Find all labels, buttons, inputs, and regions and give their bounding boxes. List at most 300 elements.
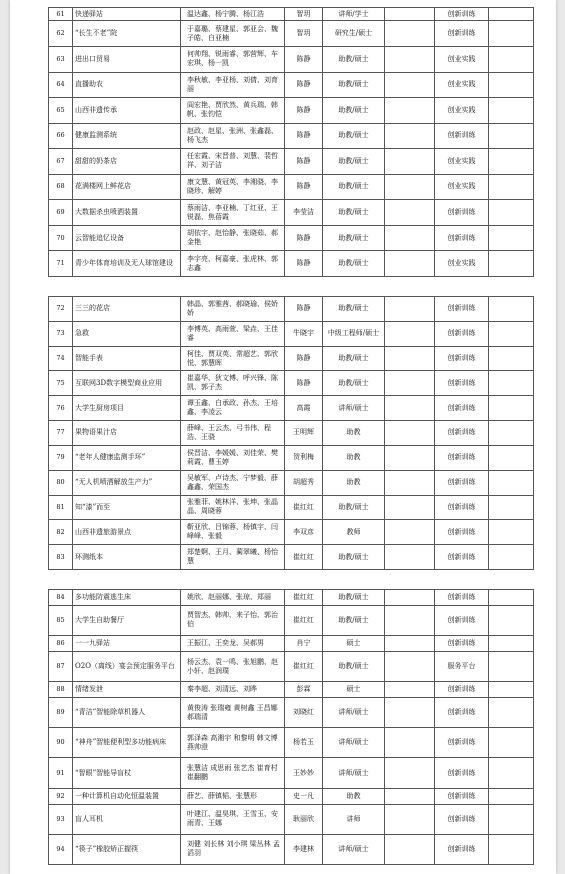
cell-advisor: 史一凡 <box>285 788 323 804</box>
cell-no: 75 <box>49 371 73 396</box>
cell-members: 于嘉璐、蔡建星、郭亚会、魏子皓、白亚楠 <box>181 21 285 47</box>
cell-name: 大学生厨房项目 <box>73 396 181 421</box>
cell-name: 三三的花店 <box>73 297 181 322</box>
cell-type: 创新训练 <box>435 788 489 804</box>
cell-advisor: 牛晓宇 <box>285 321 323 346</box>
cell-name: 山西非遗旅游景点 <box>73 520 181 545</box>
cell-advisor: 陈静 <box>285 297 323 322</box>
cell-name: 云智能追忆设备 <box>73 225 181 251</box>
cell-no: 90 <box>49 728 73 758</box>
cell-name: 急救 <box>73 321 181 346</box>
table-row <box>49 200 534 226</box>
cell-advisor: 崔红红 <box>285 651 323 681</box>
cell-members: 杨云杰、袁一鸣、张旭鹏、赵小轩、赵润璞 <box>181 651 285 681</box>
cell-advisor: 刘晓红 <box>285 698 323 728</box>
cell-members: 薛艺、薛镇韬、张慧形 <box>181 788 285 804</box>
cell-blank <box>385 98 435 124</box>
cell-name: 果物语果汁店 <box>73 421 181 446</box>
cell-advisor: 陈静 <box>285 72 323 98</box>
cell-advisor: 陈静 <box>285 225 323 251</box>
cell-blank <box>385 445 435 470</box>
cell-blank <box>385 321 435 346</box>
cell-extra <box>489 346 534 371</box>
cell-no: 93 <box>49 804 73 834</box>
cell-blank <box>385 21 435 47</box>
cell-title: 助教/硕士 <box>323 346 385 371</box>
cell-title: 助教/硕士 <box>323 251 385 277</box>
cell-blank <box>385 174 435 200</box>
cell-blank <box>385 698 435 728</box>
cell-extra <box>489 520 534 545</box>
cell-extra <box>489 804 534 834</box>
cell-name: 盲人耳机 <box>73 804 181 834</box>
cell-blank <box>385 834 435 864</box>
cell-title: 助教/硕士 <box>323 72 385 98</box>
cell-extra <box>489 200 534 226</box>
cell-title: 助教/硕士 <box>323 371 385 396</box>
cell-blank <box>385 297 435 322</box>
cell-members: 任宏霞、宋晋普、刘慧、裴哲祥、刘子洁 <box>181 149 285 175</box>
cell-name: 快递驿站 <box>73 8 181 21</box>
table-row <box>49 520 534 545</box>
cell-extra <box>489 545 534 570</box>
table-row <box>49 346 534 371</box>
table-row <box>49 682 534 698</box>
table-row <box>49 46 534 72</box>
cell-title: 讲师/硕士 <box>323 834 385 864</box>
cell-extra <box>489 698 534 728</box>
cell-type: 创新训练 <box>435 421 489 446</box>
cell-blank <box>385 804 435 834</box>
cell-extra <box>489 174 534 200</box>
cell-members: 韩晶、郭雅茜、郝晓瑜、侯娇娇 <box>181 297 285 322</box>
cell-blank <box>385 470 435 495</box>
cell-type: 服务平台 <box>435 651 489 681</box>
cell-advisor: 王明辉 <box>285 421 323 446</box>
cell-advisor: 崔红红 <box>285 545 323 570</box>
cell-name: 智能手表 <box>73 346 181 371</box>
cell-type: 创新训练 <box>435 728 489 758</box>
cell-no: 79 <box>49 445 73 470</box>
cell-advisor: 陈静 <box>285 371 323 396</box>
cell-no: 61 <box>49 8 73 21</box>
cell-title: 助教/硕士 <box>323 149 385 175</box>
cell-no: 71 <box>49 251 73 277</box>
cell-blank <box>385 225 435 251</box>
cell-title: 助教/硕士 <box>323 174 385 200</box>
table-row <box>49 123 534 149</box>
cell-type: 创新训练 <box>435 396 489 421</box>
cell-advisor: 高霞 <box>285 396 323 421</box>
cell-no: 76 <box>49 396 73 421</box>
cell-name: “老年人健康监测手环” <box>73 445 181 470</box>
cell-type: 创新训练 <box>435 758 489 788</box>
cell-name: 进出口贸易 <box>73 46 181 72</box>
cell-blank <box>385 651 435 681</box>
table-row <box>49 445 534 470</box>
table-body <box>49 8 534 277</box>
cell-no: 73 <box>49 321 73 346</box>
cell-name: 环测纸本 <box>73 545 181 570</box>
cell-title: 助教/硕士 <box>323 545 385 570</box>
cell-blank <box>385 200 435 226</box>
cell-members: 赵政、赵星、张洲、张鑫磊、杨飞杰 <box>181 123 285 149</box>
cell-title: 讲师/硕士 <box>323 758 385 788</box>
cell-extra <box>489 728 534 758</box>
cell-name: 互联网3D数字模型商业应用 <box>73 371 181 396</box>
cell-type: 创业实践 <box>435 72 489 98</box>
cell-blank <box>385 149 435 175</box>
cell-title: 助教/硕士 <box>323 98 385 124</box>
cell-title: 中级工程师/硕士 <box>323 321 385 346</box>
table-row <box>49 98 534 124</box>
cell-extra <box>489 149 534 175</box>
cell-no: 64 <box>49 72 73 98</box>
cell-blank <box>385 46 435 72</box>
cell-advisor: 贺利梅 <box>285 445 323 470</box>
cell-title: 教师 <box>323 520 385 545</box>
cell-no: 63 <box>49 46 73 72</box>
cell-advisor: 陈静 <box>285 346 323 371</box>
cell-members: 刘健 刘长林 刘小琪 梁丛林 孟滔羽 <box>181 834 285 864</box>
cell-members: 秦李超、刘清远、刘晔 <box>181 682 285 698</box>
cell-type: 创新训练 <box>435 495 489 520</box>
cell-extra <box>489 123 534 149</box>
cell-extra <box>489 758 534 788</box>
cell-type: 创新训练 <box>435 200 489 226</box>
table-row <box>49 590 534 606</box>
cell-no: 83 <box>49 545 73 570</box>
cell-advisor: 陈静 <box>285 251 323 277</box>
cell-extra <box>489 225 534 251</box>
cell-type: 创新训练 <box>435 21 489 47</box>
table-row <box>49 396 534 421</box>
cell-extra <box>489 98 534 124</box>
cell-extra <box>489 8 534 21</box>
table-row <box>49 605 534 635</box>
cell-type: 创新训练 <box>435 445 489 470</box>
cell-blank <box>385 728 435 758</box>
cell-type: 创新训练 <box>435 636 489 652</box>
cell-no: 74 <box>49 346 73 371</box>
cell-no: 86 <box>49 636 73 652</box>
cell-members: 郑楚婀、王月、蔺翠曦、杨怡慧 <box>181 545 285 570</box>
cell-members: 张雅菲、姚林洋、张坤、张晶晶、周晓蓉 <box>181 495 285 520</box>
cell-members: 郭泽森 高湘宇 和黎明 韩文博 燕帅澄 <box>181 728 285 758</box>
cell-advisor: 陈静 <box>285 174 323 200</box>
cell-name: O2O（离线）宴会预定服务平台 <box>73 651 181 681</box>
cell-name: 多功能防震逃生床 <box>73 590 181 606</box>
table-row <box>49 804 534 834</box>
cell-blank <box>385 520 435 545</box>
cell-type: 创新训练 <box>435 321 489 346</box>
cell-no: 68 <box>49 174 73 200</box>
cell-extra <box>489 445 534 470</box>
cell-title: 讲师/硕士 <box>323 396 385 421</box>
cell-blank <box>385 545 435 570</box>
cell-no: 87 <box>49 651 73 681</box>
cell-blank <box>385 758 435 788</box>
cell-members: 王振江、王奕龙、吴郝男 <box>181 636 285 652</box>
cell-blank <box>385 495 435 520</box>
cell-type: 创新训练 <box>435 545 489 570</box>
cell-members: 叶建江、温昊琪、王雪玉、安雨青、王娜 <box>181 804 285 834</box>
cell-title: 助教 <box>323 445 385 470</box>
cell-type: 创业实践 <box>435 251 489 277</box>
cell-advisor: 肖宁 <box>285 636 323 652</box>
cell-members: 侯晋洁、李媛媛、刘佳荣、樊莉霞、曹玉婷 <box>181 445 285 470</box>
cell-advisor: 杨若玉 <box>285 728 323 758</box>
cell-no: 94 <box>49 834 73 864</box>
cell-members: 胡依宇、赵怡静、张晓茹、郝金艳 <box>181 225 285 251</box>
cell-extra <box>489 495 534 520</box>
table-row <box>49 545 534 570</box>
cell-members: 康文慧、黄冠英、李湘骁、李晓珍、解婷 <box>181 174 285 200</box>
cell-extra <box>489 651 534 681</box>
cell-extra <box>489 636 534 652</box>
cell-members: 李宇亮、柯嘉豪、张虎林、郭志鑫 <box>181 251 285 277</box>
cell-title: 讲师/学士 <box>323 8 385 21</box>
cell-extra <box>489 72 534 98</box>
cell-no: 77 <box>49 421 73 446</box>
cell-advisor: 耿丽欣 <box>285 804 323 834</box>
cell-type: 创新训练 <box>435 123 489 149</box>
table-row <box>49 21 534 47</box>
cell-extra <box>489 396 534 421</box>
cell-members: 阎宏艳、贾欣然、黄兵瑞、韩帆、张钧恺 <box>181 98 285 124</box>
cell-type: 创新训练 <box>435 834 489 864</box>
cell-type: 创新训练 <box>435 520 489 545</box>
cell-no: 67 <box>49 149 73 175</box>
cell-extra <box>489 421 534 446</box>
cell-advisor: 崔红红 <box>285 590 323 606</box>
table-body <box>49 297 534 570</box>
cell-extra <box>489 371 534 396</box>
cell-name: 甜甜的奶茶店 <box>73 149 181 175</box>
cell-name: 山西非遗传承 <box>73 98 181 124</box>
cell-members: 贾智杰、韩帅、来子怡、郭治伯 <box>181 605 285 635</box>
table-row <box>49 225 534 251</box>
cell-title: 硕士 <box>323 682 385 698</box>
cell-blank <box>385 123 435 149</box>
cell-members: 谭玉鑫、白承政、孙杰、王培鑫、李凌云 <box>181 396 285 421</box>
cell-type: 创新训练 <box>435 682 489 698</box>
cell-title: 助教 <box>323 421 385 446</box>
table-row <box>49 470 534 495</box>
cell-name: 青少年体育培训及无人球馆建设 <box>73 251 181 277</box>
cell-type: 创新训练 <box>435 590 489 606</box>
cell-members: 何帅翔、锐雨睿、郭营辉、车宏琪、杨一凯 <box>181 46 285 72</box>
cell-type: 创新训练 <box>435 605 489 635</box>
cell-blank <box>385 371 435 396</box>
cell-name: 大数据杀虫喷洒装置 <box>73 200 181 226</box>
table-row <box>49 371 534 396</box>
cell-no: 81 <box>49 495 73 520</box>
cell-extra <box>489 590 534 606</box>
table-row <box>49 149 534 175</box>
cell-members: 李博英、高雨萱、梁垚、王佳睿 <box>181 321 285 346</box>
cell-advisor: 李莹洁 <box>285 200 323 226</box>
cell-advisor: 李双彦 <box>285 520 323 545</box>
cell-type: 创新训练 <box>435 698 489 728</box>
table-row <box>49 72 534 98</box>
cell-no: 89 <box>49 698 73 728</box>
cell-type: 创新训练 <box>435 8 489 21</box>
cell-blank <box>385 788 435 804</box>
cell-title: 助教/硕士 <box>323 590 385 606</box>
cell-advisor: 崔红红 <box>285 605 323 635</box>
cell-title: 研究生/硕士 <box>323 21 385 47</box>
cell-title: 助教/硕士 <box>323 651 385 681</box>
cell-members: 靳亚欣、吕锦蓉、杨镇宇、闫峰峰、张毅 <box>181 520 285 545</box>
cell-type: 创业实践 <box>435 149 489 175</box>
document-page <box>10 0 556 874</box>
cell-name: “青洁”智能除草机器人 <box>73 698 181 728</box>
cell-advisor: 王妙妙 <box>285 758 323 788</box>
cell-no: 65 <box>49 98 73 124</box>
cell-blank <box>385 346 435 371</box>
cell-name: 花满楼网上鲜花店 <box>73 174 181 200</box>
cell-name: “筷子”橡胶矫正握筷 <box>73 834 181 864</box>
cell-type: 创业实践 <box>435 174 489 200</box>
table-row <box>49 297 534 322</box>
cell-advisor: 彭霖 <box>285 682 323 698</box>
cell-blank <box>385 682 435 698</box>
cell-members: 崔嘉华、狄文博、呼兴锋、陈凯、郭子杰 <box>181 371 285 396</box>
cell-extra <box>489 788 534 804</box>
cell-name: 一一九驿站 <box>73 636 181 652</box>
table-row <box>49 8 534 21</box>
cell-extra <box>489 682 534 698</box>
cell-name: 一种计算机自动化恒温装置 <box>73 788 181 804</box>
cell-advisor: 胡超秀 <box>285 470 323 495</box>
cell-advisor: 陈静 <box>285 46 323 72</box>
cell-advisor: 陈静 <box>285 98 323 124</box>
table-row <box>49 728 534 758</box>
cell-title: 助教 <box>323 470 385 495</box>
table-row <box>49 321 534 346</box>
cell-advisor: 陈静 <box>285 149 323 175</box>
cell-type: 创新训练 <box>435 371 489 396</box>
cell-title: 助教 <box>323 788 385 804</box>
cell-advisor: 崔红红 <box>285 495 323 520</box>
table-row <box>49 421 534 446</box>
project-table-1 <box>48 7 534 277</box>
project-table-3 <box>48 589 534 865</box>
cell-blank <box>385 636 435 652</box>
cell-members: 温达鑫、杨宁腾、杨江浩 <box>181 8 285 21</box>
cell-no: 88 <box>49 682 73 698</box>
table-row <box>49 698 534 728</box>
cell-extra <box>489 297 534 322</box>
cell-type: 创新训练 <box>435 346 489 371</box>
cell-blank <box>385 396 435 421</box>
project-table-2 <box>48 296 534 570</box>
cell-members: 李秋敏、李亚杨、刘倩、刘育丽 <box>181 72 285 98</box>
cell-no: 69 <box>49 200 73 226</box>
table-body <box>49 590 534 865</box>
cell-no: 84 <box>49 590 73 606</box>
cell-no: 72 <box>49 297 73 322</box>
cell-members: 姚欣、赵丽娜、张琼、郑丽 <box>181 590 285 606</box>
cell-blank <box>385 8 435 21</box>
cell-title: 助教/硕士 <box>323 123 385 149</box>
cell-no: 70 <box>49 225 73 251</box>
cell-no: 85 <box>49 605 73 635</box>
cell-no: 82 <box>49 520 73 545</box>
cell-advisor: 智玥 <box>285 8 323 21</box>
cell-name: 情绪发泄 <box>73 682 181 698</box>
table-row <box>49 651 534 681</box>
cell-extra <box>489 21 534 47</box>
cell-name: “长生不老”院 <box>73 21 181 47</box>
cell-title: 讲师/硕士 <box>323 728 385 758</box>
cell-type: 创业实践 <box>435 46 489 72</box>
cell-advisor: 陈静 <box>285 123 323 149</box>
cell-members: 吴敏军、卢诗杰、宁梦毅、薛鑫鑫、荣国杰 <box>181 470 285 495</box>
cell-title: 助教/硕士 <box>323 297 385 322</box>
cell-extra <box>489 605 534 635</box>
table-row <box>49 834 534 864</box>
cell-extra <box>489 834 534 864</box>
cell-advisor: 智玥 <box>285 21 323 47</box>
cell-no: 66 <box>49 123 73 149</box>
cell-extra <box>489 470 534 495</box>
cell-name: “无人机喷洒解放生产力” <box>73 470 181 495</box>
table-row <box>49 495 534 520</box>
cell-name: 直播助农 <box>73 72 181 98</box>
cell-title: 助教/硕士 <box>323 495 385 520</box>
cell-name: “智眼”智能导盲杖 <box>73 758 181 788</box>
cell-members: 柯佳、贾双英、常超艺、郭欣悦、郭慧晖 <box>181 346 285 371</box>
cell-members: 薛峰、王云杰、弓书伟、程浩、王骁 <box>181 421 285 446</box>
cell-name: “神舟”智能便利型多功能病床 <box>73 728 181 758</box>
cell-type: 创新训练 <box>435 470 489 495</box>
cell-advisor: 李建林 <box>285 834 323 864</box>
cell-title: 助教/硕士 <box>323 46 385 72</box>
cell-no: 91 <box>49 758 73 788</box>
cell-members: 张慧洁 成思雨 张艺杰 崔育村 崔翻鹏 <box>181 758 285 788</box>
cell-title: 助教/硕士 <box>323 225 385 251</box>
table-row <box>49 636 534 652</box>
cell-title: 讲师 <box>323 804 385 834</box>
cell-blank <box>385 72 435 98</box>
cell-title: 助教/硕士 <box>323 200 385 226</box>
cell-extra <box>489 321 534 346</box>
cell-blank <box>385 421 435 446</box>
cell-type: 创新训练 <box>435 297 489 322</box>
cell-members: 蔡雨洁、李亚楠、丁红亚、王锐磊、焦蓓霞 <box>181 200 285 226</box>
cell-no: 80 <box>49 470 73 495</box>
cell-extra <box>489 251 534 277</box>
cell-type: 创业实践 <box>435 98 489 124</box>
cell-name: 知“漆”而至 <box>73 495 181 520</box>
cell-blank <box>385 605 435 635</box>
cell-type: 创新训练 <box>435 225 489 251</box>
cell-extra <box>489 46 534 72</box>
cell-title: 讲师/硕士 <box>323 698 385 728</box>
cell-name: 健康监测系统 <box>73 123 181 149</box>
table-row <box>49 251 534 277</box>
table-row <box>49 788 534 804</box>
cell-title: 硕士 <box>323 636 385 652</box>
cell-no: 62 <box>49 21 73 47</box>
cell-no: 92 <box>49 788 73 804</box>
cell-title: 助教/硕士 <box>323 605 385 635</box>
cell-blank <box>385 251 435 277</box>
cell-type: 创新训练 <box>435 804 489 834</box>
table-row <box>49 758 534 788</box>
